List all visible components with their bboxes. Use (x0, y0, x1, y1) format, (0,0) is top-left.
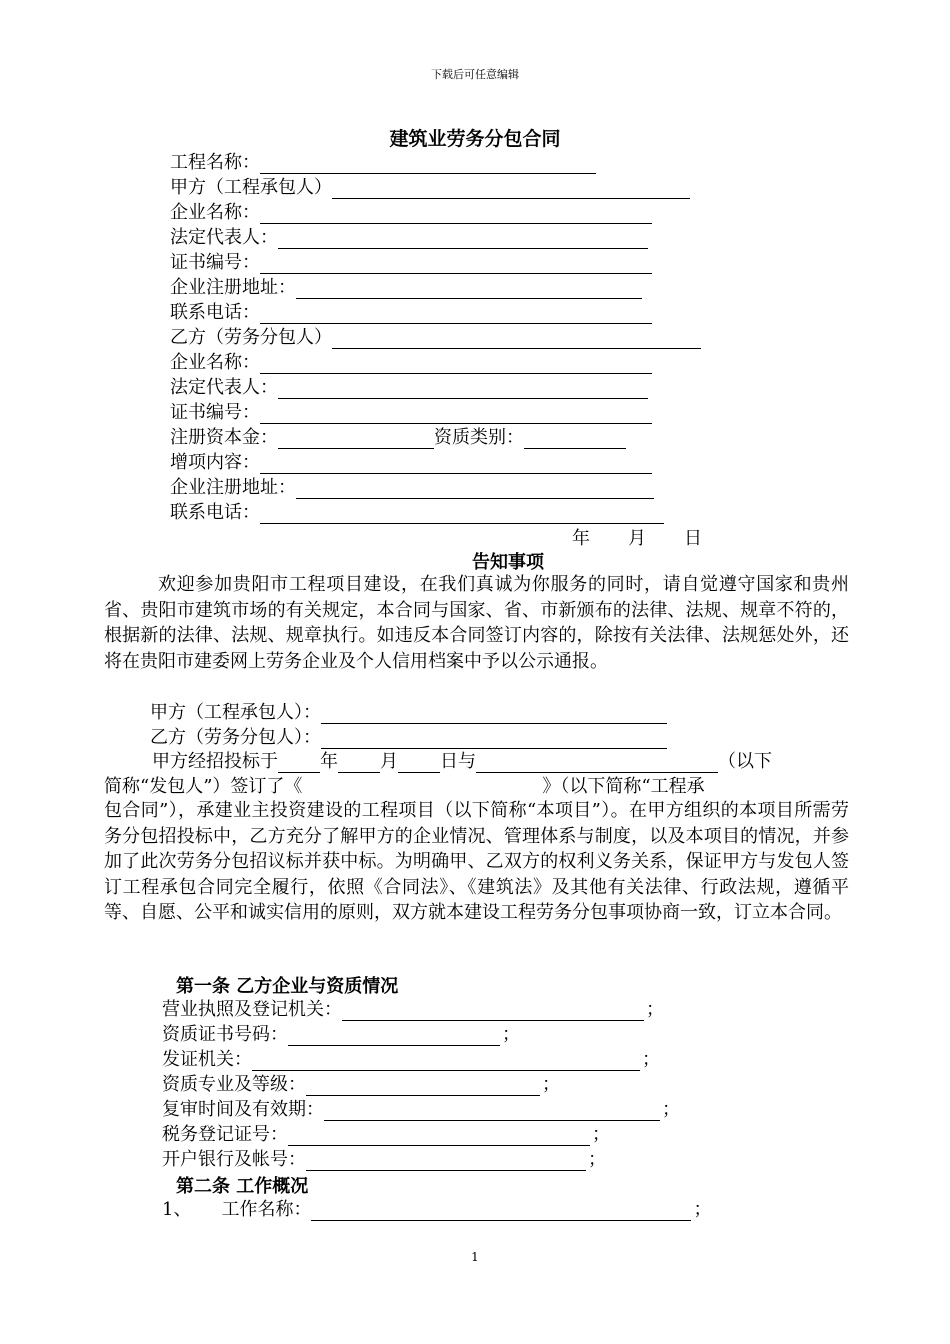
work-name-label: 工作名称： (221, 1199, 312, 1220)
qual-cert-label: 资质证书号码： (162, 1024, 288, 1045)
intro-text-1: 甲方经招投标于 (152, 751, 278, 772)
party-a-phone-field (170, 300, 652, 324)
party-b-phone-blank (260, 505, 664, 524)
date-year: 年 (572, 528, 590, 549)
extra-items-label: 增项内容： (170, 452, 260, 473)
party-a-company-blank (260, 205, 652, 224)
party-a-cert-label: 证书编号： (170, 252, 260, 273)
intro-line-1 (152, 749, 772, 773)
party-b-company-field (170, 350, 652, 374)
bank-account-field (162, 1147, 606, 1171)
semicolon: ； (588, 1149, 606, 1170)
party-a-blank (332, 180, 690, 199)
intro-day-blank (398, 754, 440, 773)
semicolon: ； (502, 1024, 520, 1045)
notice-heading: 告知事项 (472, 552, 544, 573)
qual-specialty-blank (306, 1077, 540, 1096)
party-b-legal-rep-blank (278, 380, 648, 399)
review-time-field (162, 1097, 680, 1121)
tax-reg-blank (288, 1127, 590, 1146)
party-b-field (170, 325, 701, 349)
party-b-company-label: 企业名称： (170, 352, 260, 373)
party-b-phone-field (170, 500, 664, 524)
intro-text-2: （以下 (718, 751, 772, 772)
party-a-cert-field (170, 250, 652, 274)
issuing-authority-field (162, 1047, 660, 1071)
party-a-field (170, 175, 690, 199)
party-b-legal-rep-label: 法定代表人： (170, 377, 278, 398)
qual-type-blank (524, 430, 626, 449)
intro-text-3: 简称“发包人”）签订了《 (104, 776, 303, 797)
notice-body: 欢迎参加贵阳市工程项目建设，在我们真诚为你服务的同时，请自觉遵守国家和贵州省、贵阳市建筑市场的有关规定，本合同与国家、省、市新颁布的法律、法规、规章不符的，根据新的法律、法规、规章执行。如违反本合同签订内容的，除按有关法律、法规惩处外，还将在贵阳市建委网上劳务企业及个人信用档案中予以公示通报。 (104, 574, 849, 672)
semicolon: ； (592, 1124, 610, 1145)
document-title: 建筑业劳务分包合同 (389, 128, 561, 150)
party-a-cert-blank (260, 255, 652, 274)
party-b-cert-field (170, 400, 652, 424)
semicolon: ； (693, 1199, 712, 1220)
intro-body: 包合同”），承建业主投资建设的工程项目（以下简称“本项目”）。在甲方组织的本项目所需劳务分包招投标中，乙方充分了解甲方的企业情况、管理体系与制度，以及本项目的情况，并参加了此次劳务分包招议标并获中标。为明确甲、乙双方的权利义务关系，保证甲方与发包人签订工程承包合同完全履行，依照《合同法》、《建筑法》及其他有关法律、行政法规，遵循平等、自愿、公平和诚实信用的原则，双方就本建设工程劳务分包事项协商一致，订立本合同。 (104, 800, 849, 924)
party-a-company-field (170, 200, 652, 224)
review-time-label: 复审时间及有效期： (162, 1099, 324, 1120)
party-a-legal-rep-field (170, 225, 648, 249)
notice-party-b-label: 乙方（劳务分包人）： (150, 727, 321, 748)
intro-month-label: 月 (380, 751, 398, 772)
page-number: 1 (471, 1250, 479, 1264)
license-authority-blank (342, 1002, 644, 1021)
work-item-number: 1、 (162, 1199, 192, 1220)
license-authority-field (162, 997, 664, 1021)
party-b-phone-label: 联系电话： (170, 502, 260, 523)
intro-day-label: 日与 (440, 751, 476, 772)
party-a-legal-rep-label: 法定代表人： (170, 227, 278, 248)
qual-cert-field (162, 1022, 520, 1046)
qual-cert-blank (288, 1027, 500, 1046)
party-a-address-field (170, 275, 642, 299)
intro-year-blank (278, 754, 320, 773)
notice-party-b-field (150, 725, 667, 749)
party-b-label: 乙方（劳务分包人） (170, 327, 332, 348)
intro-year-label: 年 (320, 751, 338, 772)
party-a-address-label: 企业注册地址： (170, 277, 296, 298)
license-authority-label: 营业执照及登记机关： (162, 999, 342, 1020)
project-name-blank (260, 155, 596, 174)
party-a-phone-blank (260, 305, 652, 324)
extra-items-blank (260, 455, 652, 474)
party-b-legal-rep-field (170, 375, 648, 399)
notice-party-a-label: 甲方（工程承包人）： (150, 702, 321, 723)
intro-text-4: 》（以下简称“工程承 (542, 776, 705, 797)
tax-reg-label: 税务登记证号： (162, 1124, 288, 1145)
party-a-label: 甲方（工程承包人） (170, 177, 332, 198)
bank-account-label: 开户银行及帐号： (162, 1149, 306, 1170)
date-day: 日 (684, 528, 702, 549)
project-name-label: 工程名称： (170, 152, 260, 173)
party-b-address-label: 企业注册地址： (170, 477, 296, 498)
party-b-cert-label: 证书编号： (170, 402, 260, 423)
reg-capital-blank (278, 430, 434, 449)
qual-specialty-label: 资质专业及等级： (162, 1074, 306, 1095)
semicolon: ； (646, 999, 664, 1020)
semicolon: ； (642, 1049, 660, 1070)
party-b-company-blank (260, 355, 652, 374)
work-name-field (162, 1197, 711, 1221)
date-month: 月 (628, 528, 646, 549)
tax-reg-field (162, 1122, 610, 1146)
party-a-address-blank (296, 280, 642, 299)
intro-line-2 (104, 774, 705, 798)
article-2-heading: 第二条 工作概况 (176, 1176, 309, 1197)
intro-month-blank (338, 754, 380, 773)
notice-party-a-blank (321, 705, 667, 724)
party-b-capital-field (170, 425, 626, 449)
issuing-authority-blank (252, 1052, 640, 1071)
party-b-address-field (170, 475, 654, 499)
project-name-field (170, 150, 596, 174)
article-1-heading: 第一条 乙方企业与资质情况 (176, 976, 399, 997)
party-a-phone-label: 联系电话： (170, 302, 260, 323)
notice-party-b-blank (321, 730, 667, 749)
party-b-extra-field (170, 450, 652, 474)
bank-account-blank (306, 1152, 586, 1171)
semicolon: ； (542, 1074, 560, 1095)
work-name-blank (311, 1202, 691, 1221)
reg-capital-label: 注册资本金： (170, 427, 278, 448)
party-b-cert-blank (260, 405, 652, 424)
notice-party-a-field (150, 700, 667, 724)
party-a-legal-rep-blank (278, 230, 648, 249)
party-b-blank (332, 330, 701, 349)
party-b-address-blank (296, 480, 654, 499)
semicolon: ； (662, 1099, 680, 1120)
issuing-authority-label: 发证机关： (162, 1049, 252, 1070)
intro-employer-blank (476, 754, 718, 773)
qual-type-label: 资质类别： (434, 427, 524, 448)
review-time-blank (324, 1102, 660, 1121)
party-a-company-label: 企业名称： (170, 202, 260, 223)
page-header: 下载后可任意编辑 (431, 68, 519, 81)
qual-specialty-field (162, 1072, 560, 1096)
